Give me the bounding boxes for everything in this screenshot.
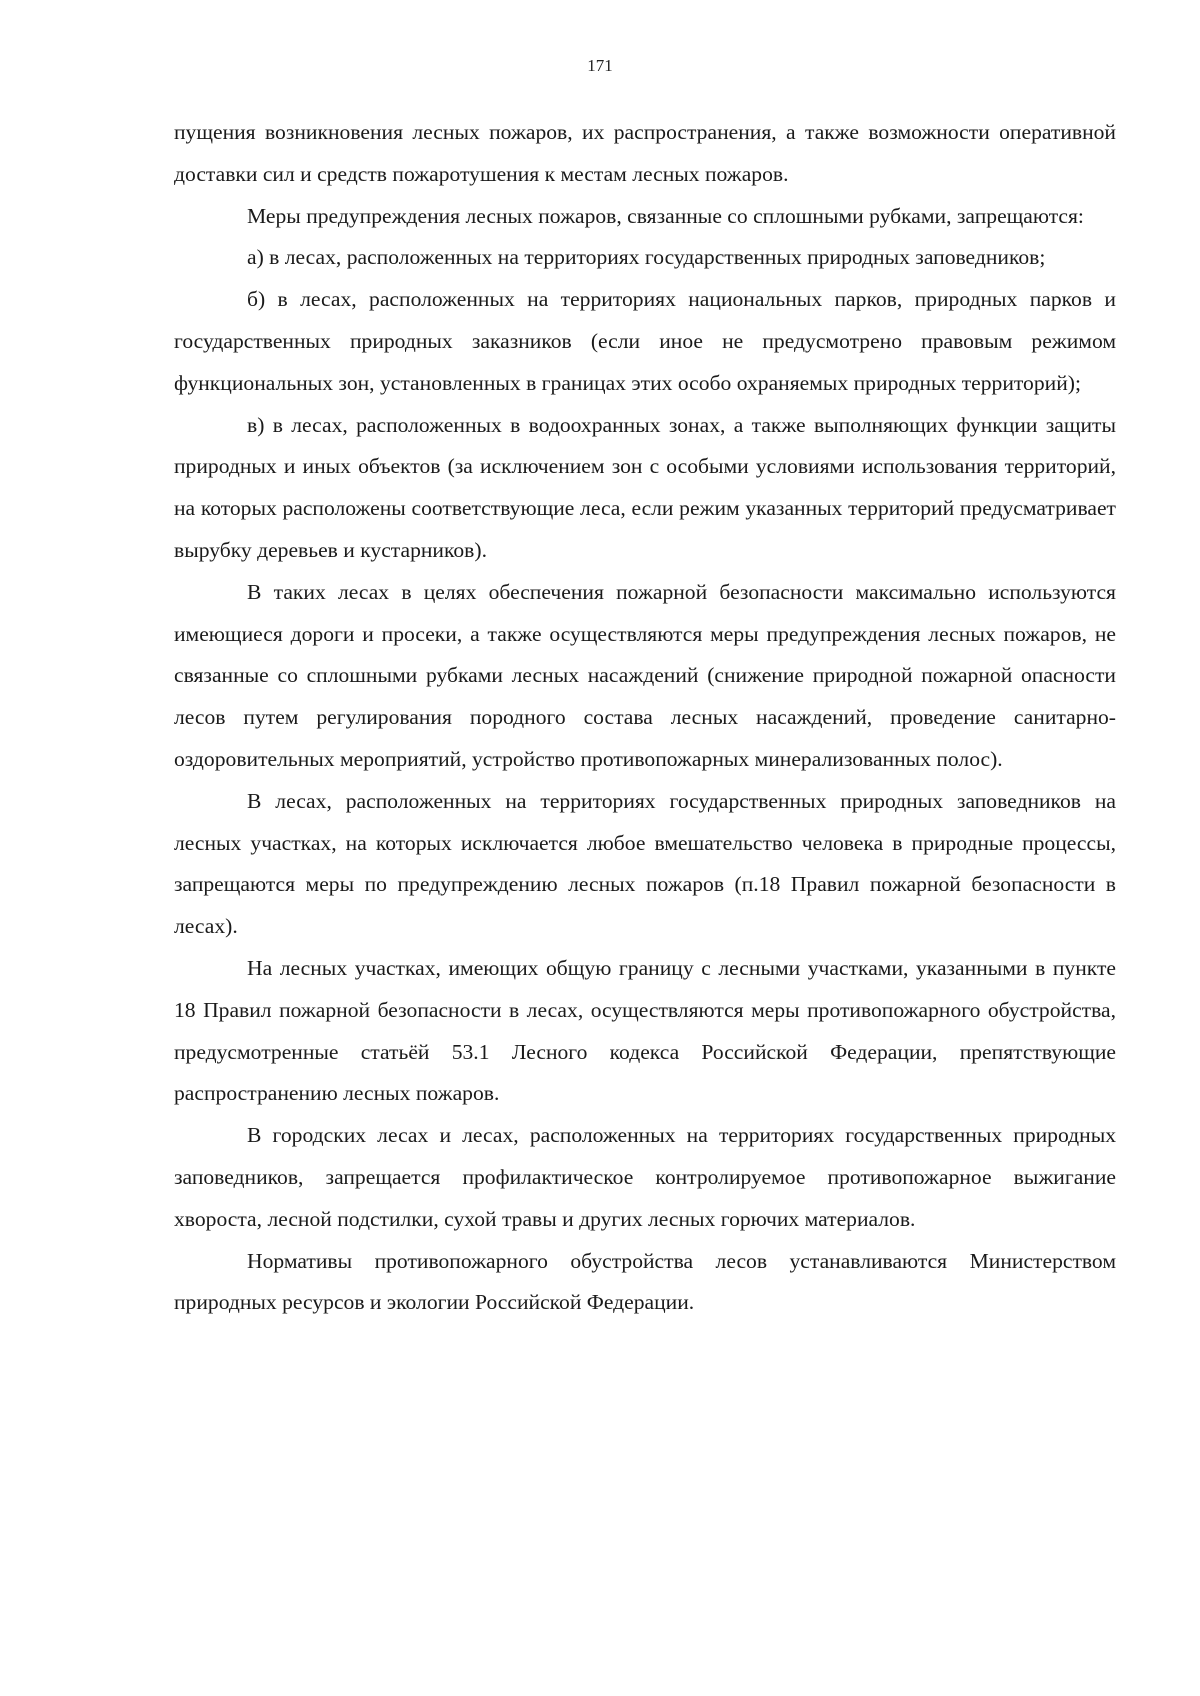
paragraph-8: На лесных участках, имеющих общую границу с лесными участками, указанными в пункте 18 Правил пожарной безопасности в лесах, осуществляются меры противопожарного обустройства, предусмотренные статьёй 53.1 Лесного кодекса Российской Федерации, препятствующие распространению лесных пожаров.	[174, 955, 1116, 1106]
paragraph-9: В городских лесах и лесах, расположенных на территориях государственных природных заповедников, запрещается профилактическое контролируемое противопожарное выжигание хвороста, лесной подстилки, сухой травы и других лесных горючих материалов.	[174, 1123, 1116, 1231]
paragraph-7: В лесах, расположенных на территориях государственных природных заповедников на лесных участках, на которых исключается любое вмешательство человека в природные процессы, запрещаются меры по предупреждению лесных пожаров (п.18 Правил пожарной безопасности в лесах).	[174, 788, 1116, 939]
paragraph-2: Меры предупреждения лесных пожаров, связанные со сплошными рубками, запрещаются:	[247, 203, 1084, 228]
paragraph-6: В таких лесах в целях обеспечения пожарной безопасности максимально используются имеющиеся дороги и просеки, а также осуществляются меры предупреждения лесных пожаров, не связанные со сплошными рубками лесных насаждений (снижение природной пожарной опасности лесов путем регулирования породного состава лесных насаждений, проведение санитарно-оздоровительных мероприятий, устройство противопожарных минерализованных полос).	[174, 579, 1116, 771]
paragraph-10: Нормативы противопожарного обустройства лесов устанавливаются Министерством природных ресурсов и экологии Российской Федерации.	[174, 1248, 1116, 1315]
body-text	[174, 112, 1116, 1324]
paragraph-1: пущения возникновения лесных пожаров, их распространения, а также возможности оперативной доставки сил и средств пожаротушения к местам лесных пожаров.	[174, 120, 1116, 186]
paragraph-5: в) в лесах, расположенных в водоохранных зонах, а также выполняющих функции защиты природных и иных объектов (за исключением зон с особыми условиями использования территорий, на которых расположены соответствующие леса, если режим указанных территорий предусматривает вырубку деревьев и кустарников).	[174, 412, 1116, 562]
page-number: 171	[587, 56, 613, 75]
paragraph-3: а) в лесах, расположенных на территориях государственных природных заповедников;	[247, 245, 1046, 270]
paragraph-4: б) в лесах, расположенных на территориях национальных парков, природных парков и государственных природных заказников (если иное не предусмотрено правовым режимом функциональных зон, установленных в границах этих особо охраняемых природных территорий);	[174, 287, 1116, 395]
